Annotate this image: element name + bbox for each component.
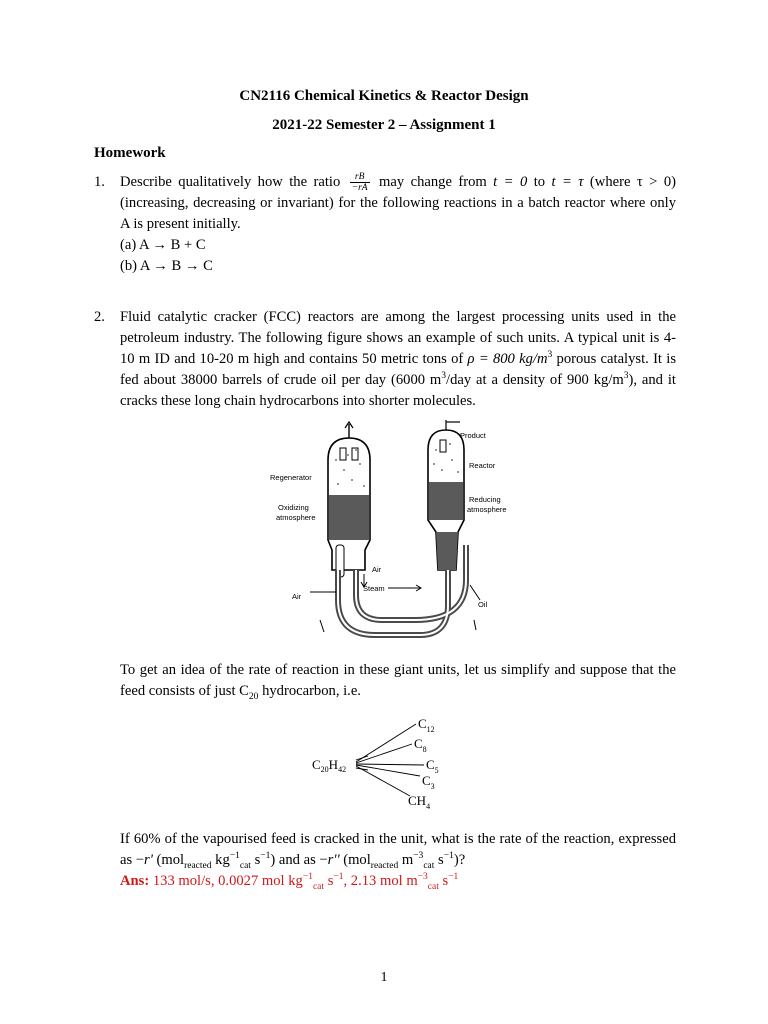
answer-text: 133 mol/s, 0.0027 mol kg — [149, 873, 303, 889]
subscript: reacted — [370, 860, 399, 871]
flow-arrow-icon — [320, 620, 324, 632]
superscript: −1 — [229, 851, 240, 862]
label-air-inner: Air — [372, 565, 382, 574]
question-text: ) and as − — [270, 852, 328, 868]
superscript: −1 — [448, 872, 459, 883]
subscript: 20 — [248, 691, 259, 702]
simplification-paragraph — [120, 660, 676, 702]
product-c8: $C_8$ — [414, 736, 427, 754]
answer-text: s — [438, 873, 449, 889]
superscript: −3 — [413, 851, 424, 862]
label-steam: Steam — [363, 584, 385, 593]
product-c12: $C_{12}$ — [418, 716, 435, 734]
subscript: cat — [423, 860, 435, 871]
q1-text: (where τ > 0) — [589, 174, 676, 190]
q2-text: Fluid catalytic cracker (FCC) reactors are among the largest processing units used in the petroleum industry. The following figure shows an example of such units. A typical unit is 4-10 m ID and 10-20 m high and contains 50 metric tons of — [120, 309, 676, 367]
label-atmosphere-left: atmosphere — [276, 513, 316, 522]
q1-text: may change from — [379, 174, 487, 190]
arrow-to-c3 — [356, 765, 420, 776]
label-oil: Oil — [478, 600, 488, 609]
reactor-catalyst-bed — [429, 482, 463, 520]
label-reducing: Reducing — [469, 495, 501, 504]
q1-text: Describe qualitatively how the ratio — [120, 174, 341, 190]
arrow-to-ch4 — [356, 766, 410, 796]
product-c5: $C_5$ — [426, 757, 439, 775]
superscript: 3 — [547, 350, 553, 361]
answer-line — [120, 871, 676, 892]
document-title: CN2116 Chemical Kinetics & Reactor Design — [239, 88, 529, 104]
rate-symbol: r' — [144, 852, 153, 868]
label-atmosphere-right: atmosphere — [467, 505, 507, 514]
q2-text: /day at a density of 900 kg/m — [446, 372, 624, 388]
section-heading: Homework — [94, 145, 166, 161]
time-end: t = τ — [551, 174, 584, 190]
question-1 — [94, 172, 676, 277]
ratio-fraction — [350, 172, 370, 193]
paragraph-text: To get an idea of the rate of reaction in these giant units, let us simplify and suppose that the feed consists of just C — [120, 662, 676, 699]
question-text: s — [434, 852, 444, 868]
superscript: −1 — [302, 872, 313, 883]
q1-text: to — [533, 174, 546, 190]
cracking-reaction-scheme — [308, 712, 468, 812]
superscript: −1 — [260, 851, 271, 862]
question-number: 2. — [94, 309, 105, 325]
density-symbol: ρ = 800 kg/m — [467, 351, 548, 367]
subscript: cat — [427, 881, 439, 892]
superscript: −3 — [417, 872, 428, 883]
label-reactor: Reactor — [469, 461, 496, 470]
oil-inlet-line — [470, 585, 480, 600]
question-body — [120, 307, 676, 412]
option-b: (b) A → B → C — [120, 258, 213, 275]
fcc-unit-figure — [270, 420, 520, 650]
question-text: (mol — [339, 852, 371, 868]
reaction-arrows — [356, 724, 424, 796]
subscript: cat — [239, 860, 251, 871]
question-text: If 60% of the vapourised feed is cracked in the unit, what is the rate of the reaction, expressed as − — [120, 831, 676, 868]
question-text: kg — [211, 852, 230, 868]
superscript: 3 — [441, 371, 447, 382]
superscript: 3 — [623, 371, 629, 382]
fraction-denominator: −rA — [351, 183, 368, 194]
document-subtitle: 2021-22 Semester 2 – Assignment 1 — [272, 117, 496, 133]
q2-text: ), and it cracks these long chain hydrocarbons into shorter molecules. — [120, 372, 676, 409]
q1-text: (increasing, decreasing or invariant) for the following reactions in a batch reactor where only A is present initially. — [120, 195, 676, 233]
flow-arrow-icon — [474, 620, 476, 630]
reactor-standpipe — [436, 532, 458, 570]
label-regenerator: Regenerator — [270, 473, 312, 482]
question-text: (mol — [152, 852, 185, 868]
answer-text: , 2.13 mol m — [343, 873, 418, 889]
subscript: reacted — [184, 860, 212, 871]
arrow-to-c8 — [356, 744, 412, 763]
question-number: 1. — [94, 174, 105, 190]
answer-label: Ans: — [120, 873, 150, 889]
option-a: (a) A → B + C — [120, 237, 206, 254]
label-air-outer: Air — [292, 592, 302, 601]
fraction-numerator: rB — [350, 172, 370, 183]
rate-symbol: r'' — [327, 852, 340, 868]
regenerator-catalyst-bed — [329, 495, 369, 540]
question-text: m — [398, 852, 414, 868]
q2-text: porous catalyst. It is fed about 38000 barrels of crude oil per day (6000 m — [120, 351, 676, 388]
rate-question — [120, 829, 676, 892]
time-start: t = 0 — [493, 174, 528, 190]
page-number: 1 — [380, 970, 388, 985]
question-text: )? — [453, 852, 466, 868]
paragraph-text: hydrocarbon, i.e. — [262, 683, 361, 699]
superscript: −1 — [333, 872, 344, 883]
question-2 — [94, 307, 676, 412]
product-ch4: $CH_4$ — [408, 793, 431, 811]
subscript: cat — [312, 881, 325, 892]
label-product: Product — [460, 431, 486, 440]
arrow-to-c5 — [356, 764, 424, 765]
question-text: s — [250, 852, 261, 868]
reactant-formula: $C_{20}H_{42}$ — [312, 757, 347, 774]
arrow-to-c12 — [356, 724, 416, 762]
product-c3: $C_3$ — [422, 773, 435, 791]
superscript: −1 — [443, 851, 454, 862]
label-oxidizing: Oxidizing — [278, 503, 309, 512]
question-body — [120, 172, 676, 277]
answer-text: s — [324, 873, 334, 889]
